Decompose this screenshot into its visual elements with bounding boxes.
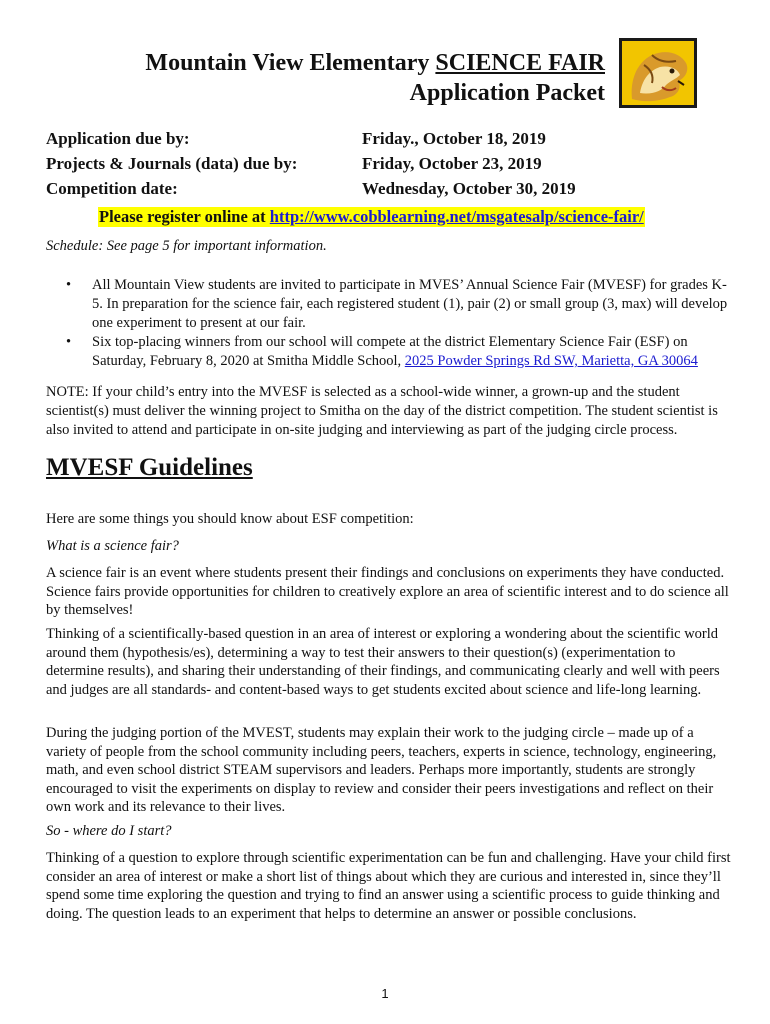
- date-row: [46, 151, 646, 176]
- date-value: Friday, October 23, 2019: [362, 154, 542, 173]
- title-science-fair: SCIENCE FAIR: [435, 50, 605, 76]
- important-dates: [46, 126, 646, 201]
- schedule-note: Schedule: See page 5 for important information.: [46, 238, 327, 254]
- date-label: Application due by:: [46, 129, 190, 148]
- date-row: [46, 126, 646, 151]
- tiger-mascot-icon: [619, 38, 697, 108]
- page-subtitle: Application Packet: [409, 80, 605, 106]
- list-item: • All Mountain View students are invited to participate in MVES’ Annual Science Fair (MVESF) for grades K-5. In preparation for the science fair, each registered student (1), pair (2) or small group (3, max) will develop one experiment to present at our fair.: [66, 277, 728, 331]
- page-number: 1: [381, 986, 389, 1001]
- paragraph: During the judging portion of the MVEST, students may explain their work to the judging circle – made up of a variety of people from the school community including peers, teachers, experts in science, technology, engineering, math, and even school district STEAM supervisors and leaders. Perhaps more importantly, students are strongly encouraged to visit the experiments on display to review and consider their peers investigations and reflect on their own work and its relevance to their lives.: [46, 725, 717, 815]
- address-link[interactable]: 2025 Powder Springs Rd SW, Marietta, GA 30064: [404, 353, 698, 369]
- page-title: Mountain View Elementary SCIENCE FAIR: [145, 50, 605, 76]
- question-where-start: So - where do I start?: [46, 823, 172, 839]
- guidelines-intro: Here are some things you should know about ESF competition:: [46, 511, 414, 527]
- intro-bullets: [46, 276, 736, 371]
- note-paragraph: NOTE: If your child’s entry into the MVESF is selected as a school-wide winner, a grown-up and the student scientist(s) must deliver the winning project to Smitha on the day of the district competition. The student scientist is also invited to attend and participate in on-site judging and interviewing as part of the judging circle process.: [46, 384, 718, 438]
- date-row: [46, 176, 646, 201]
- list-item: • Six top-placing winners from our school will compete at the district Elementary Science Fair (ESF) on Saturday, February 8, 2020 at Smitha Middle School, 2025 Powder Springs Rd SW, Marietta, GA 30064: [66, 334, 698, 369]
- title-block: [60, 48, 605, 108]
- bullet-icon: •: [66, 334, 72, 350]
- date-value: Friday., October 18, 2019: [362, 129, 546, 148]
- paragraph: Thinking of a scientifically-based question in an area of interest or exploring a wondering about the scientific world around them (hypothesis/es), determining a way to test their answers to their question(s) (experimentation to determine results), and sharing their understanding of their findings, and communicating clearly and well with peers and judges are all standards- and content-based ways to get students excited about science and life-long learning.: [46, 626, 720, 698]
- register-banner: Please register online at http://www.cobblearning.net/msgatesalp/science-fair/: [99, 207, 644, 226]
- paragraph: A science fair is an event where students present their findings and conclusions on experiments they have conducted. Science fairs provide opportunities for children to creatively explore an area of scientific interest and to do science all by themselves!: [46, 565, 729, 618]
- date-value: Wednesday, October 30, 2019: [362, 179, 576, 198]
- section-heading: MVESF Guidelines: [46, 454, 253, 481]
- question-what-is: What is a science fair?: [46, 538, 179, 554]
- date-label: Competition date:: [46, 179, 178, 198]
- date-label: Projects & Journals (data) due by:: [46, 154, 298, 173]
- paragraph: Thinking of a question to explore through scientific experimentation can be fun and challenging. Have your child first consider an area of interest or make a short list of things about which they are curious and interested in, since they’ll spend some time exploring the question and trying to find an answer using a scientific process to guide thinking and doing. The question leads to an experiment that helps to determine an answer or possible conclusions.: [46, 850, 731, 922]
- bullet-icon: •: [66, 277, 72, 293]
- register-link[interactable]: http://www.cobblearning.net/msgatesalp/science-fair/: [269, 207, 644, 226]
